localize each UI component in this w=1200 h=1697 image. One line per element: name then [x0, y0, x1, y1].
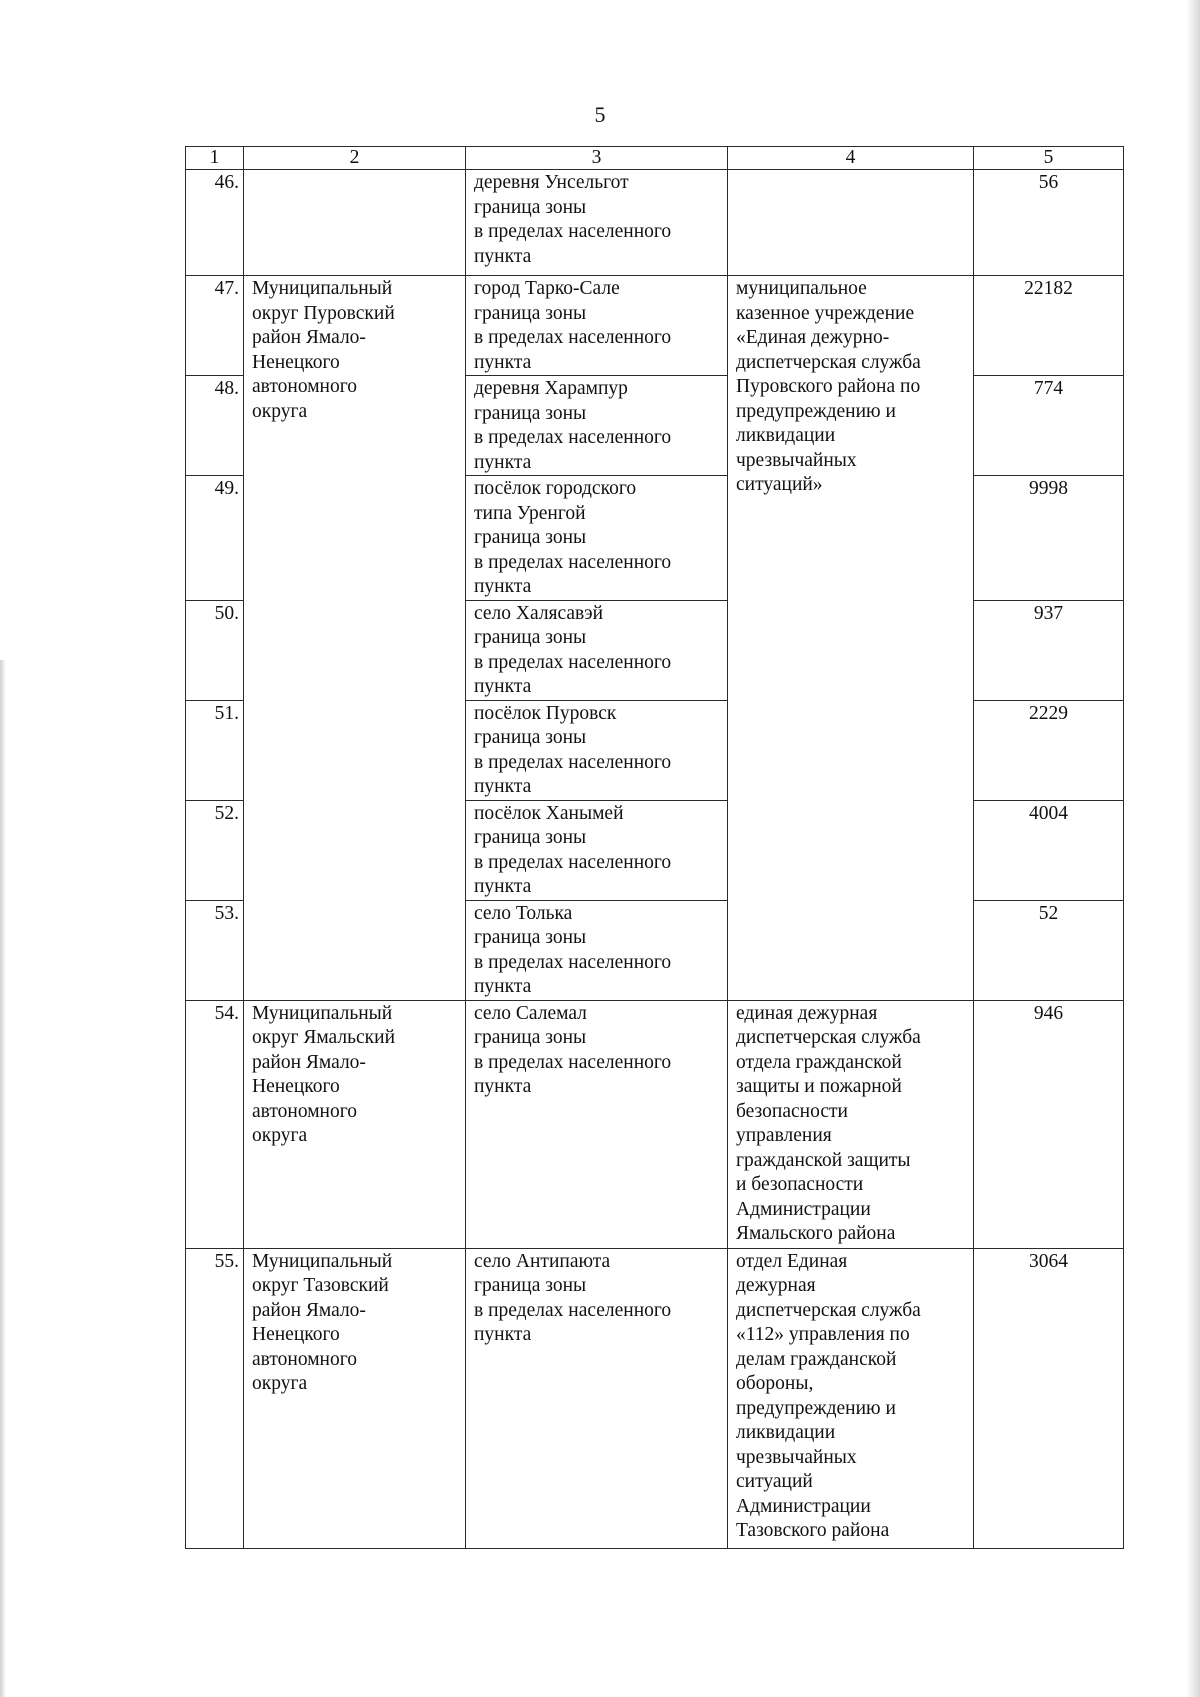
population-cell: 2229 — [974, 700, 1124, 800]
settlement-cell: посёлок Ханымей граница зоны в пределах населенного пункта — [466, 800, 728, 900]
data-table — [185, 146, 1124, 1549]
district-cell: Муниципальный округ Ямальский район Ямало- Ненецкого автономного округа — [244, 1000, 466, 1248]
row-number: 52. — [186, 800, 244, 900]
population-cell: 9998 — [974, 476, 1124, 601]
population-cell: 774 — [974, 376, 1124, 476]
column-header: 4 — [728, 147, 974, 170]
settlement-cell: село Антипаюта граница зоны в пределах населенного пункта — [466, 1248, 728, 1548]
table-row — [186, 170, 1124, 276]
settlement-cell: посёлок городского типа Уренгой граница зоны в пределах населенного пункта — [466, 476, 728, 601]
service-cell: муниципальное казенное учреждение «Единая дежурно- диспетчерская служба Пуровского района по предупреждению и ликвидации чрезвычайных ситуаций» — [728, 276, 974, 1001]
row-number: 53. — [186, 900, 244, 1000]
population-cell: 3064 — [974, 1248, 1124, 1548]
row-number: 48. — [186, 376, 244, 476]
population-cell: 52 — [974, 900, 1124, 1000]
settlement-cell: город Тарко-Сале граница зоны в пределах населенного пункта — [466, 276, 728, 376]
row-number: 49. — [186, 476, 244, 601]
service-cell: единая дежурная диспетчерская служба отдела гражданской защиты и пожарной безопасности управления гражданской защиты и безопасности Администрации Ямальского района — [728, 1000, 974, 1248]
page-number: 5 — [594, 102, 606, 127]
column-header: 2 — [244, 147, 466, 170]
column-header: 3 — [466, 147, 728, 170]
population-cell: 946 — [974, 1000, 1124, 1248]
service-cell: отдел Единая дежурная диспетчерская служба «112» управления по делам гражданской обороны, предупреждению и ликвидации чрезвычайных ситуаций Администрации Тазовского района — [728, 1248, 974, 1548]
column-header: 5 — [974, 147, 1124, 170]
row-number: 46. — [186, 170, 244, 276]
column-header: 1 — [186, 147, 244, 170]
table-row — [186, 1248, 1124, 1548]
settlement-cell: село Салемал граница зоны в пределах населенного пункта — [466, 1000, 728, 1248]
table-row — [186, 1000, 1124, 1248]
settlement-cell: посёлок Пуровск граница зоны в пределах населенного пункта — [466, 700, 728, 800]
row-number: 54. — [186, 1000, 244, 1248]
settlement-cell: деревня Харампур граница зоны в пределах населенного пункта — [466, 376, 728, 476]
settlement-cell: село Толька граница зоны в пределах населенного пункта — [466, 900, 728, 1000]
header-row — [186, 147, 1124, 170]
row-number: 50. — [186, 600, 244, 700]
scan-edge-shadow-right — [1186, 0, 1200, 1697]
population-cell: 4004 — [974, 800, 1124, 900]
population-cell: 22182 — [974, 276, 1124, 376]
district-cell: Муниципальный округ Пуровский район Ямало- Ненецкого автономного округа — [244, 276, 466, 1001]
row-number: 47. — [186, 276, 244, 376]
row-number: 51. — [186, 700, 244, 800]
settlement-cell: село Халясавэй граница зоны в пределах населенного пункта — [466, 600, 728, 700]
table-row — [186, 276, 1124, 376]
scan-edge-shadow — [0, 660, 6, 1697]
settlement-cell: деревня Унсельгот граница зоны в пределах населенного пункта — [466, 170, 728, 276]
service-cell — [728, 170, 974, 276]
district-cell — [244, 170, 466, 276]
district-cell: Муниципальный округ Тазовский район Ямало- Ненецкого автономного округа — [244, 1248, 466, 1548]
population-cell: 56 — [974, 170, 1124, 276]
row-number: 55. — [186, 1248, 244, 1548]
population-cell: 937 — [974, 600, 1124, 700]
